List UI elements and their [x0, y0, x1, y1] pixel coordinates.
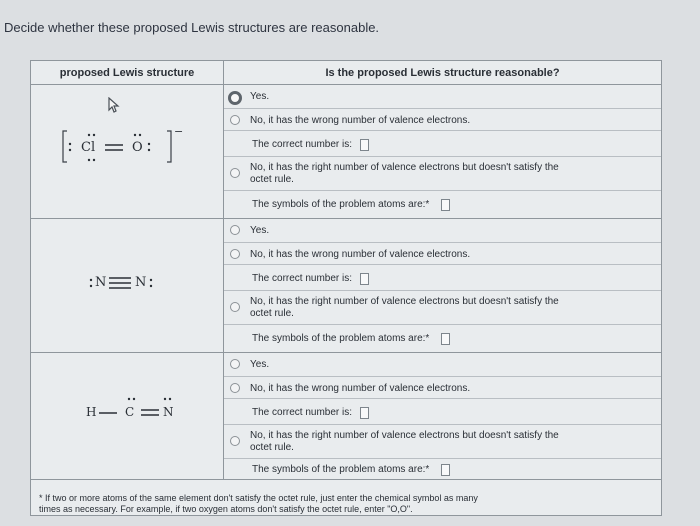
option-wrong-number[interactable]: No, it has the wrong number of valence electrons. — [224, 109, 661, 131]
problem-atoms-row: The symbols of the problem atoms are:* — [224, 459, 661, 478]
radio-icon[interactable] — [230, 436, 240, 446]
lewis-structure-clo — [59, 129, 189, 165]
radio-icon[interactable] — [230, 249, 240, 259]
problem-atoms-row: The symbols of the problem atoms are:* — [224, 191, 661, 217]
atom-h: H — [86, 405, 97, 419]
radio-selected-icon[interactable] — [228, 91, 242, 105]
options-n2 — [224, 219, 661, 351]
table-row — [31, 353, 661, 480]
correct-number-row: The correct number is: — [224, 131, 661, 157]
options-hcn — [224, 353, 661, 478]
options-clo — [224, 85, 661, 217]
atom-n-left: N — [95, 275, 107, 290]
structure-cell-n2 — [31, 219, 224, 353]
radio-icon[interactable] — [230, 225, 240, 235]
atom-n: N — [163, 405, 174, 419]
problem-atoms-row: The symbols of the problem atoms are:* — [224, 325, 661, 351]
footnote: * If two or more atoms of the same element don't satisfy the octet rule, just enter the chemical symbol as many times as necessary. For example, if two oxygen atoms don't satisfy the octet rule, enter "O,O". — [39, 493, 478, 514]
option-octet[interactable]: No, it has the right number of valence electrons but doesn't satisfy the octet rule. — [224, 425, 661, 459]
option-octet[interactable]: No, it has the right number of valence electrons but doesn't satisfy the octet rule. — [224, 157, 661, 191]
option-yes[interactable]: Yes. — [224, 85, 661, 109]
radio-icon[interactable] — [230, 302, 240, 312]
correct-number-input[interactable] — [360, 139, 369, 151]
charge-minus: − — [174, 125, 184, 138]
radio-icon[interactable] — [230, 383, 240, 393]
correct-number-row: The correct number is: — [224, 399, 661, 425]
atom-c: C — [125, 405, 135, 419]
table-row — [31, 219, 661, 353]
correct-number-input[interactable] — [360, 407, 369, 419]
correct-number-row: The correct number is: — [224, 265, 661, 291]
structure-cell-clo — [31, 85, 224, 219]
correct-number-input[interactable] — [360, 273, 369, 285]
problem-atoms-input[interactable] — [441, 464, 450, 476]
radio-icon[interactable] — [230, 359, 240, 369]
question-prompt: Decide whether these proposed Lewis structures are reasonable. — [4, 20, 380, 35]
problem-atoms-input[interactable] — [441, 199, 450, 211]
radio-icon[interactable] — [230, 168, 240, 178]
option-yes[interactable]: Yes. — [224, 353, 661, 377]
radio-icon[interactable] — [230, 115, 240, 125]
table-row — [31, 85, 661, 219]
option-yes[interactable]: Yes. — [224, 219, 661, 243]
mouse-cursor-icon — [107, 97, 121, 113]
header-reasonable: Is the proposed Lewis structure reasonable? — [224, 61, 662, 85]
atom-n-right: N — [135, 275, 147, 290]
problem-atoms-input[interactable] — [441, 333, 450, 345]
header-structure: proposed Lewis structure — [31, 61, 224, 85]
option-wrong-number[interactable]: No, it has the wrong number of valence electrons. — [224, 243, 661, 265]
atom-o: O — [132, 140, 143, 155]
structure-cell-hcn — [31, 353, 224, 480]
question-sheet — [30, 60, 662, 516]
lewis-table — [31, 61, 661, 480]
option-wrong-number[interactable]: No, it has the wrong number of valence electrons. — [224, 377, 661, 399]
option-octet[interactable]: No, it has the right number of valence electrons but doesn't satisfy the octet rule. — [224, 291, 661, 325]
atom-cl: Cl — [81, 140, 96, 155]
